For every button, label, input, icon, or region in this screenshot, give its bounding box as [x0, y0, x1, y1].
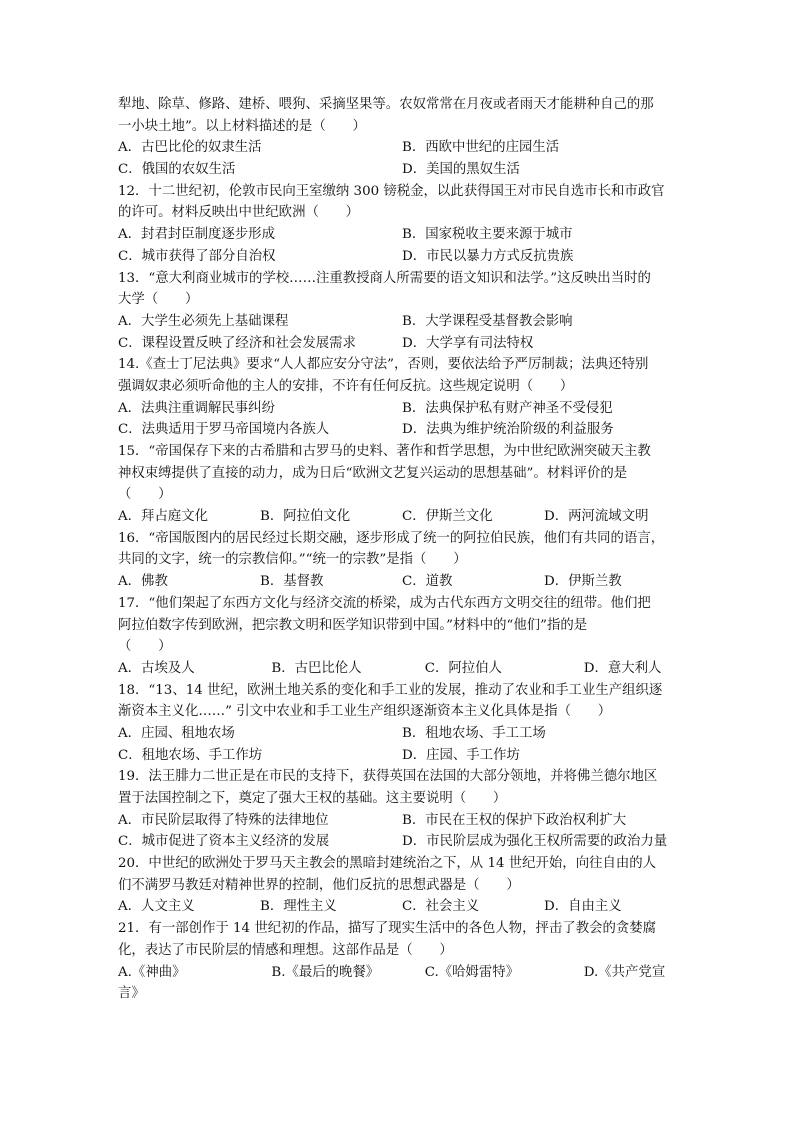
option-row	[118, 246, 686, 268]
question-text: 神权束缚提供了直接的动力，成为日后“欧洲文艺复兴运动的思想基础”。材料评价的是	[118, 465, 628, 481]
question-text: 19．法王腓力二世正是在市民的支持下，获得英国在法国的大部分领地，并将佛兰德尔地区	[118, 769, 658, 785]
option-row	[118, 333, 686, 355]
question-text: 渐资本主义化……” 引文中农业和手工业生产组织逐渐资本主义化具体是指（ ）	[118, 704, 612, 720]
option-b: B．租地农场、手工工场	[402, 725, 546, 741]
option-c: C．社会主义	[402, 899, 480, 915]
option-c: C．城市获得了部分自治权	[118, 248, 276, 264]
option-c: C．俄国的农奴生活	[118, 162, 236, 178]
option-d: D．庄园、手工作坊	[402, 747, 520, 763]
option-d: D．伊斯兰教	[544, 574, 622, 590]
option-d: D．大学享有司法特权	[402, 335, 534, 351]
question-text: 化，表达了市民阶层的情感和理想。这部作品是（ ）	[118, 942, 453, 958]
question-text: 的许可。材料反映出中世纪欧洲（ ）	[118, 205, 360, 221]
question-18	[118, 680, 686, 767]
question-text: 13．“意大利商业城市的学校……注重教授商人所需要的语文知识和法学。”这反映出当时的	[118, 270, 651, 286]
option-d: D．市民阶层成为强化王权所需要的政治力量	[402, 834, 668, 850]
option-row	[118, 658, 686, 680]
option-c: C．城市促进了资本主义经济的发展	[118, 834, 330, 850]
option-b: B．市民在王权的保护下政治权利扩大	[402, 812, 627, 828]
option-a: A．古埃及人	[118, 660, 195, 676]
question-15	[118, 441, 686, 528]
question-text: 置于法国控制之下，奠定了强大王权的基础。这主要说明（ ）	[118, 791, 507, 806]
question-14	[118, 354, 686, 441]
option-c: C．租地农场、手工作坊	[118, 747, 263, 763]
question-text: 一小块土地”。以上材料描述的是（ ）	[118, 118, 366, 134]
question-continued	[118, 94, 686, 181]
question-text: 大学（ ）	[118, 292, 199, 308]
option-row	[118, 419, 686, 441]
question-13	[118, 268, 686, 355]
question-17	[118, 593, 686, 680]
question-text: 20．中世纪的欧洲处于罗马天主教会的黑暗封建统治之下，从 14 世纪开始，向往自由的人	[118, 856, 657, 872]
option-d: D.《共产党宣	[583, 964, 666, 980]
question-19	[118, 766, 686, 853]
question-21	[118, 918, 686, 1005]
question-12	[118, 181, 686, 268]
option-c: C．法典适用于罗马帝国境内各族人	[118, 422, 330, 438]
question-20	[118, 853, 686, 918]
option-row	[118, 723, 686, 745]
option-d: D．美国的黑奴生活	[402, 162, 520, 178]
option-a: A．封君封臣制度逐步形成	[118, 227, 275, 243]
option-a: A.《神曲》	[118, 964, 186, 980]
option-a: A．市民阶层取得了特殊的法律地位	[118, 812, 329, 828]
option-row	[118, 831, 686, 853]
option-c: C.《哈姆雷特》	[424, 964, 520, 980]
option-a: A．古巴比伦的奴隶生活	[118, 140, 262, 156]
option-row	[118, 571, 686, 593]
option-b: B.《最后的晚餐》	[271, 964, 380, 980]
question-text: （ ）	[118, 639, 172, 655]
question-text: 16．“帝国版图内的居民经过长期交融，逐步形成了统一的阿拉伯民族，他们有共同的语言，	[118, 530, 665, 546]
option-a: A．大学生必须先上基础课程	[118, 313, 289, 329]
option-d: D．两河流域文明	[544, 509, 649, 525]
option-d-continued: 言》	[118, 986, 145, 1002]
option-c: C．伊斯兰文化	[402, 509, 493, 525]
option-b: B．古巴比伦人	[271, 660, 362, 676]
option-b: B．国家税收主要来源于城市	[402, 227, 573, 243]
option-b: B．阿拉伯文化	[260, 509, 351, 525]
option-row	[118, 137, 686, 159]
option-row	[118, 810, 686, 832]
option-b: B．法典保护私有财产神圣不受侵犯	[402, 400, 613, 416]
option-d: D．意大利人	[583, 660, 662, 676]
option-b: B．理性主义	[260, 899, 337, 915]
question-text: 18．“13、14 世纪，欧洲土地关系的变化和手工业的发展，推动了农业和手工业生产组织逐	[118, 682, 663, 698]
option-a: A．拜占庭文化	[118, 509, 209, 525]
question-text: 14.《查士丁尼法典》要求“人人都应安分守法”，否则，要依法给予严厉制裁；法典还特别	[118, 357, 649, 373]
option-b: B．大学课程受基督教会影响	[402, 313, 573, 329]
option-d: D．自由主义	[544, 899, 622, 915]
option-row	[118, 398, 686, 420]
question-text: 犁地、除草、修路、建桥、喂狗、采摘坚果等。农奴常常在月夜或者雨天才能耕种自己的那	[118, 97, 654, 112]
option-row	[118, 506, 686, 528]
option-row	[118, 311, 686, 333]
option-a: A．佛教	[118, 574, 168, 590]
option-row	[118, 896, 686, 918]
option-row	[118, 745, 686, 767]
option-c: C．课程设置反映了经济和社会发展需求	[118, 335, 356, 351]
exam-page	[118, 94, 686, 1005]
question-text: 共同的文字，统一的宗教信仰。”“统一的宗教”是指（ ）	[118, 552, 467, 568]
question-text: 21．有一部创作于 14 世纪初的作品，描写了现实生活中的各色人物，抨击了教会的贪婪腐	[118, 921, 657, 937]
option-c: C．阿拉伯人	[424, 660, 502, 676]
option-a: A．法典注重调解民事纠纷	[118, 400, 275, 416]
option-row	[118, 962, 686, 984]
question-16	[118, 528, 686, 593]
option-d: D．法典为维护统治阶级的利益服务	[402, 422, 614, 438]
question-text: 12．十二世纪初，伦敦市民向王室缴纳 300 镑税金，以此获得国王对市民自选市长和市政官	[118, 183, 665, 199]
question-text: 15．“帝国保存下来的古希腊和古罗马的史料、著作和哲学思想，为中世纪欧洲突破天主教	[118, 444, 651, 459]
option-row	[118, 159, 686, 181]
option-b: B．西欧中世纪的庄园生活	[402, 140, 560, 156]
option-b: B．基督教	[260, 574, 324, 590]
option-d: D．市民以暴力方式反抗贵族	[402, 248, 574, 264]
question-text: 强调奴隶必须听命他的主人的安排，不许有任何反抗。这些规定说明（ ）	[118, 378, 574, 394]
question-text: 17．“他们架起了东西方文化与经济交流的桥梁，成为古代东西方文明交往的纽带。他们把	[118, 595, 651, 611]
question-text: 们不满罗马教廷对精神世界的控制，他们反抗的思想武器是（ ）	[118, 877, 520, 893]
question-text: （ ）	[118, 487, 172, 503]
option-a: A．人文主义	[118, 899, 195, 915]
option-c: C．道教	[402, 574, 453, 590]
question-text: 阿拉伯数字传到欧洲，把宗教文明和医学知识带到中国。”材料中的“他们”指的是	[118, 617, 588, 633]
option-a: A．庄园、租地农场	[118, 725, 235, 741]
option-row	[118, 224, 686, 246]
